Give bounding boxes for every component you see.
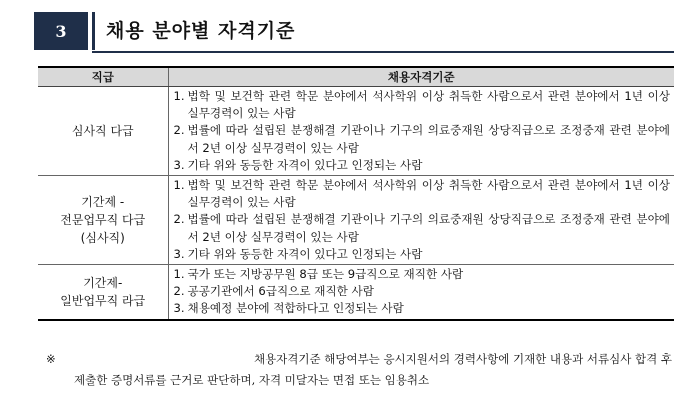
criteria-cell xyxy=(168,176,674,265)
criteria-item: 3. 기타 위와 동등한 자격이 있다고 인정되는 사람 xyxy=(173,246,423,261)
footnote xyxy=(46,349,672,391)
qualification-table xyxy=(38,66,674,321)
criteria-item: 2. 법률에 따라 설립된 분쟁해결 기관이나 기구의 의료중재원 상당직급으로 조정중재 관련 분야에서 2년 이상 실무경력이 있는 사람 xyxy=(173,212,670,244)
heading-divider xyxy=(92,12,95,50)
table-header-row xyxy=(38,67,674,87)
criteria-cell xyxy=(168,87,674,176)
section-heading xyxy=(34,12,674,50)
criteria-item: 1. 법학 및 보건학 관련 학문 분야에서 석사학위 이상 취득한 사람으로서 관련 분야에서 1년 이상 실무경력이 있는 사람 xyxy=(173,178,670,210)
section-title: 채용 분야별 자격기준 xyxy=(106,20,296,42)
criteria-item: 1. 법학 및 보건학 관련 학문 분야에서 석사학위 이상 취득한 사람으로서 관련 분야에서 1년 이상 실무경력이 있는 사람 xyxy=(173,89,670,121)
role-cell xyxy=(38,176,168,265)
heading-underline xyxy=(92,51,674,53)
table-row xyxy=(38,176,674,265)
role-cell xyxy=(38,87,168,176)
role-line: 기간제 - xyxy=(81,195,125,210)
role-line: 심사직 다급 xyxy=(71,124,134,138)
role-line: 전문업무직 다급 xyxy=(60,213,146,228)
criteria-item: 2. 공공기관에서 6급직으로 재직한 사람 xyxy=(173,284,374,299)
role-cell xyxy=(38,265,168,320)
role-line: (심사직) xyxy=(80,231,125,246)
section-number-badge: 3 xyxy=(34,12,88,50)
criteria-item: 1. 국가 또는 지방공무원 8급 또는 9급직으로 재직한 사람 xyxy=(173,267,464,282)
criteria-item: 3. 채용예정 분야에 적합하다고 인정되는 사람 xyxy=(173,301,404,316)
note-mark: ※ xyxy=(46,352,56,366)
role-line: 기간제- xyxy=(83,275,123,290)
role-line: 일반업무직 라급 xyxy=(60,293,146,308)
criteria-cell xyxy=(168,265,674,320)
header-rank: 직급 xyxy=(38,67,168,87)
table-row xyxy=(38,87,674,176)
note-text-1: 채용자격기준 해당여부는 응시지원서의 경력사항에 기재한 내용과 서류심사 합격 후 xyxy=(253,352,672,366)
header-criteria: 채용자격기준 xyxy=(168,67,674,87)
criteria-item: 3. 기타 위와 동등한 자격이 있다고 인정되는 사람 xyxy=(173,157,423,172)
criteria-item: 2. 법률에 따라 설립된 분쟁해결 기관이나 기구의 의료중재원 상당직급으로 조정중재 관련 분야에서 2년 이상 실무경력이 있는 사람 xyxy=(173,123,670,155)
table-row xyxy=(38,265,674,320)
footnote-line-1 xyxy=(46,349,672,370)
note-text-2: 제출한 증명서류를 근거로 판단하며, 자격 미달자는 면접 또는 임용취소 xyxy=(74,373,430,387)
